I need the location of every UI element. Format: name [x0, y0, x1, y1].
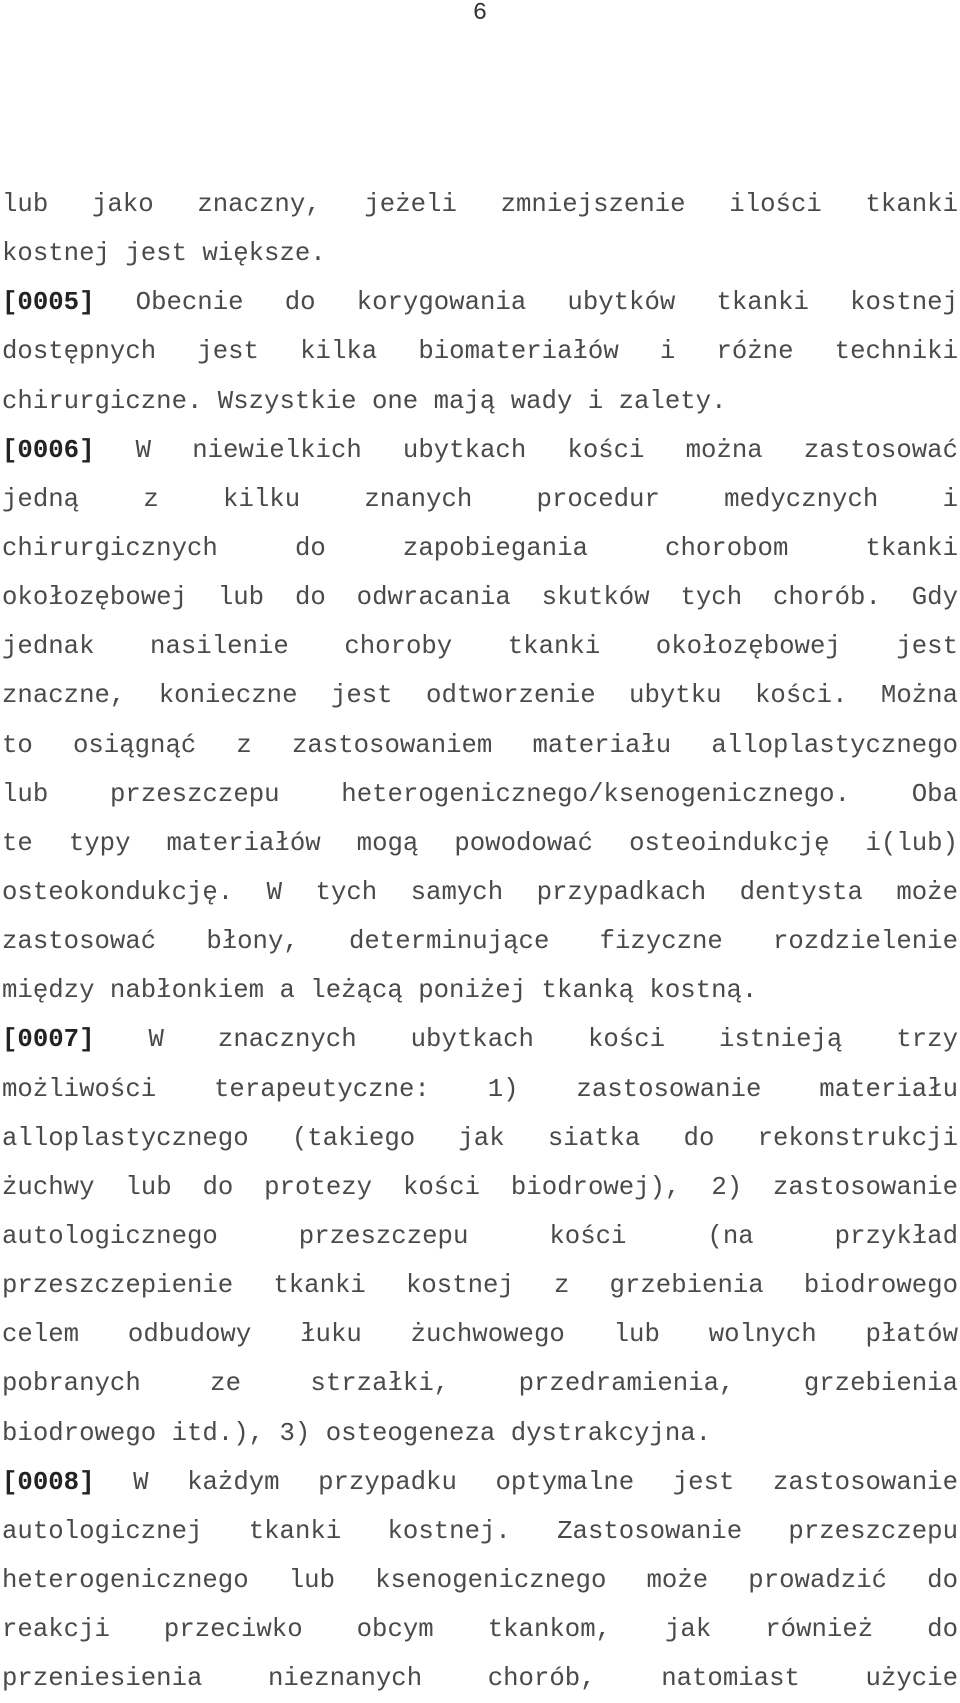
text-line	[2, 327, 958, 376]
paragraph-number: [0005]	[2, 288, 95, 318]
text-line	[2, 1458, 958, 1507]
text-line	[2, 917, 958, 966]
line-text: znaczne, konieczne jest odtworzenie ubytku kości. Można	[2, 681, 958, 711]
text-line	[2, 573, 958, 622]
line-text: W znacznych ubytkach kości istnieją trzy	[94, 1025, 958, 1055]
line-text: celem odbudowy łuku żuchwowego lub wolnych płatów	[2, 1320, 958, 1350]
line-text: reakcji przeciwko obcym tkankom, jak również do	[2, 1615, 958, 1645]
line-text: autologicznego przeszczepu kości (na przykład	[2, 1221, 958, 1251]
line-text: możliwości terapeutyczne: 1) zastosowanie materiału	[2, 1074, 958, 1104]
line-text: alloplastycznego (takiego jak siatka do rekonstrukcji	[2, 1123, 958, 1153]
line-text: przeszczepienie tkanki kostnej z grzebienia biodrowego	[2, 1271, 958, 1301]
text-line	[2, 966, 958, 1015]
text-line	[2, 1015, 958, 1064]
text-line	[2, 622, 958, 671]
paragraph-number: [0008]	[2, 1467, 95, 1497]
line-text: chirurgicznych do zapobiegania chorobom tkanki	[2, 533, 958, 563]
line-text: chirurgiczne. Wszystkie one mają wady i zalety.	[2, 386, 727, 416]
line-text: heterogenicznego lub ksenogenicznego może prowadzić do	[2, 1565, 958, 1595]
line-text: zastosować błony, determinujące fizyczne rozdzielenie	[2, 927, 958, 957]
line-text: jedną z kilku znanych procedur medycznych i	[2, 484, 958, 514]
line-text: autologicznej tkanki kostnej. Zastosowanie przeszczepu	[2, 1516, 958, 1546]
line-text: W niewielkich ubytkach kości można zastosować	[94, 435, 958, 465]
text-line	[2, 377, 958, 426]
text-line	[2, 1065, 958, 1114]
page-number: 6	[472, 0, 488, 27]
line-text: to osiągnąć z zastosowaniem materiału alloplastycznego	[2, 730, 958, 760]
text-line	[2, 475, 958, 524]
line-text: między nabłonkiem a leżącą poniżej tkanką kostną.	[2, 976, 758, 1006]
line-text: biodrowego itd.), 3) osteogeneza dystrakcyjna.	[2, 1418, 712, 1448]
line-text: Obecnie do korygowania ubytków tkanki kostnej	[94, 288, 958, 318]
text-line	[2, 1114, 958, 1163]
line-text: te typy materiałów mogą powodować osteoindukcję i(lub)	[2, 828, 958, 858]
text-line	[2, 180, 958, 229]
text-line	[2, 524, 958, 573]
text-line	[2, 819, 958, 868]
paragraph-number: [0006]	[2, 435, 95, 465]
text-line	[2, 1212, 958, 1261]
text-line	[2, 1605, 958, 1654]
line-text: dostępnych jest kilka biomateriałów i różne techniki	[2, 337, 958, 367]
text-line	[2, 1654, 958, 1703]
line-text: osteokondukcję. W tych samych przypadkach dentysta może	[2, 877, 958, 907]
line-text: jednak nasilenie choroby tkanki okołozębowej jest	[2, 632, 958, 662]
line-text: lub przeszczepu heterogenicznego/ksenogenicznego. Oba	[2, 779, 958, 809]
text-line	[2, 1359, 958, 1408]
text-line	[2, 229, 958, 278]
text-line	[2, 1507, 958, 1556]
line-text: kostnej jest większe.	[2, 239, 326, 269]
text-line	[2, 1556, 958, 1605]
text-line	[2, 868, 958, 917]
text-line	[2, 770, 958, 819]
text-line	[2, 1409, 958, 1458]
document-body	[2, 180, 958, 1703]
line-text: W każdym przypadku optymalne jest zastosowanie	[94, 1467, 958, 1497]
text-line	[2, 721, 958, 770]
text-line	[2, 1261, 958, 1310]
text-line	[2, 278, 958, 327]
line-text: lub jako znaczny, jeżeli zmniejszenie ilości tkanki	[2, 190, 958, 219]
line-text: okołozębowej lub do odwracania skutków tych chorób. Gdy	[2, 583, 958, 613]
text-line	[2, 671, 958, 720]
text-line	[2, 426, 958, 475]
paragraph-number: [0007]	[2, 1025, 95, 1055]
text-line	[2, 1310, 958, 1359]
line-text: żuchwy lub do protezy kości biodrowej), 2) zastosowanie	[2, 1172, 958, 1202]
line-text: pobranych ze strzałki, przedramienia, grzebienia	[2, 1369, 958, 1399]
text-line	[2, 1163, 958, 1212]
line-text: przeniesienia nieznanych chorób, natomiast użycie	[2, 1664, 958, 1694]
